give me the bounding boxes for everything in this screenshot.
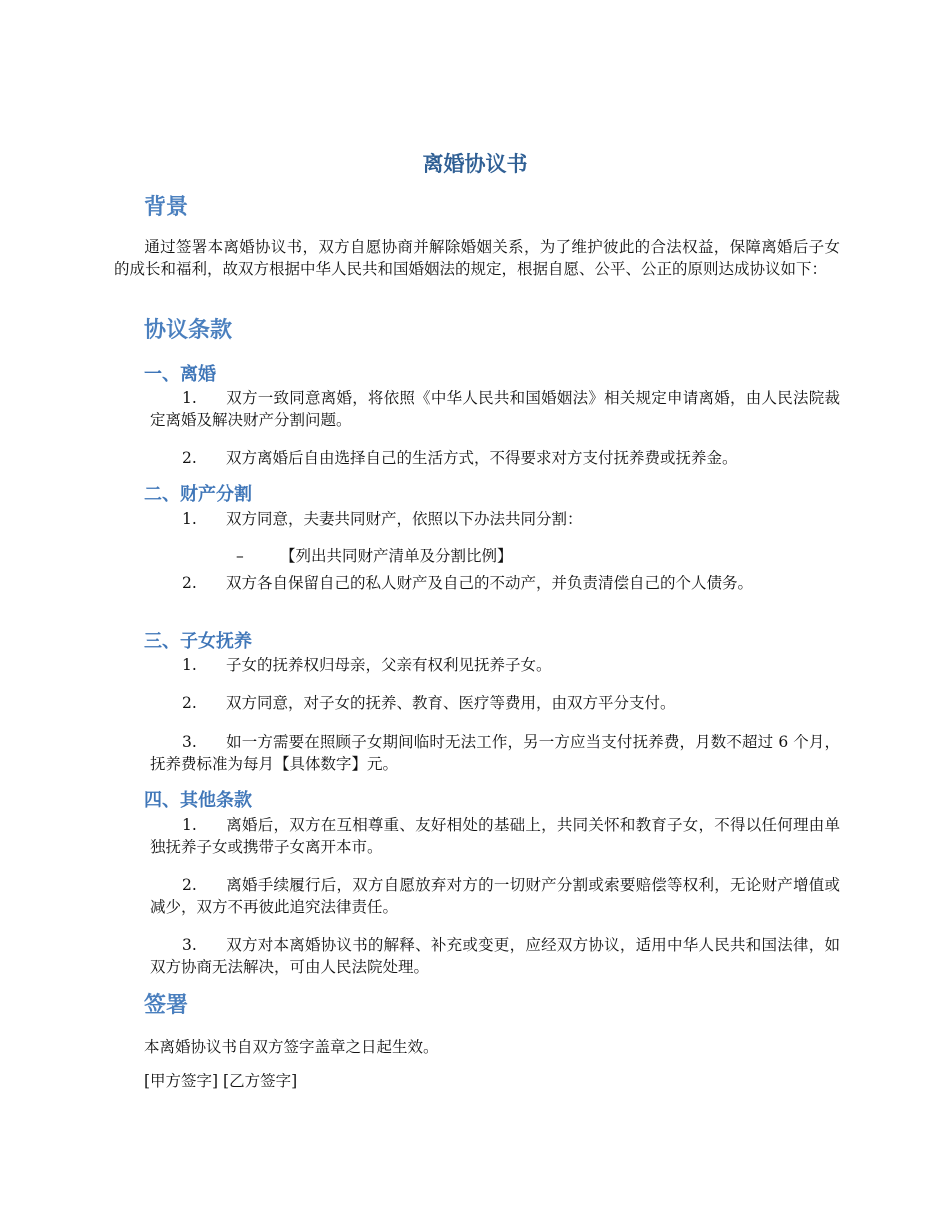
list-item: [150, 934, 840, 978]
dash-bullet: –: [236, 547, 244, 565]
signature-heading: 签署: [144, 993, 189, 1018]
list-item: [150, 654, 840, 676]
item-number: 1.: [182, 656, 197, 674]
background-heading: 背景: [144, 195, 189, 220]
item-text: 双方各自保留自己的私人财产及自己的不动产，并负责清偿自己的个人债务。: [226, 574, 754, 592]
list-item: [150, 814, 840, 858]
item-text: 双方离婚后自由选择自己的生活方式，不得要求对方支付抚养费或抚养金。: [226, 449, 738, 467]
item-text: 双方一致同意离婚，将依照《中华人民共和国婚姻法》相关规定申请离婚，由人民法院裁定离婚及解决财产分割问题。: [150, 389, 840, 429]
list-item: [150, 874, 840, 918]
item-number: 2.: [182, 574, 197, 592]
list-item: [150, 731, 840, 775]
item-number: 2.: [182, 876, 197, 894]
list-item: [150, 508, 840, 530]
sub-list-item: [236, 545, 836, 567]
item-number: 1.: [182, 389, 197, 407]
list-item: [150, 572, 840, 594]
item-text: 双方同意，对子女的抚养、教育、医疗等费用，由双方平分支付。: [226, 694, 676, 712]
item-text: 双方对本离婚协议书的解释、补充或变更，应经双方协议，适用中华人民共和国法律，如双方协商无法解决，可由人民法院处理。: [150, 936, 840, 976]
item-text: 如一方需要在照顾子女期间临时无法工作，另一方应当支付抚养费，月数不超过 6 个月，抚养费标准为每月【具体数字】元。: [150, 733, 840, 773]
list-item: [150, 692, 840, 714]
section-heading-other: 四、其他条款: [144, 790, 252, 811]
terms-heading: 协议条款: [144, 318, 233, 343]
document-title: 离婚协议书: [422, 152, 528, 176]
section-heading-property: 二、财产分割: [144, 484, 252, 505]
item-number: 3.: [182, 936, 197, 954]
item-text: 子女的抚养权归母亲，父亲有权利见抚养子女。: [226, 656, 552, 674]
item-number: 2.: [182, 449, 197, 467]
background-text: 通过签署本离婚协议书，双方自愿协商并解除婚姻关系，为了维护彼此的合法权益，保障离婚后子女的成长和福利，故双方根据中华人民共和国婚姻法的规定，根据自愿、公平、公正的原则达成协议如下：: [114, 238, 840, 278]
item-text: 离婚后，双方在互相尊重、友好相处的基础上，共同关怀和教育子女，不得以任何理由单独抚养子女或携带子女离开本市。: [150, 816, 840, 856]
item-number: 1.: [182, 510, 197, 528]
item-number: 3.: [182, 733, 197, 751]
item-number: 1.: [182, 816, 197, 834]
list-item: [150, 447, 840, 469]
signature-line: [144, 1070, 844, 1092]
section-heading-children: 三、子女抚养: [144, 631, 252, 652]
section-heading-divorce: 一、离婚: [144, 364, 216, 385]
party-a-signature: [甲方签字]: [144, 1072, 219, 1090]
item-text: 双方同意，夫妻共同财产，依照以下办法共同分割：: [226, 510, 583, 528]
subitem-text: 【列出共同财产清单及分割比例】: [280, 547, 513, 565]
item-number: 2.: [182, 694, 197, 712]
party-b-signature: [乙方签字]: [223, 1072, 298, 1090]
background-paragraph: [114, 236, 840, 280]
effective-statement: 本离婚协议书自双方签字盖章之日起生效。: [144, 1038, 439, 1056]
list-item: [150, 387, 840, 431]
item-text: 离婚手续履行后，双方自愿放弃对方的一切财产分割或索要赔偿等权利，无论财产增值或减少，双方不再彼此追究法律责任。: [150, 876, 840, 916]
